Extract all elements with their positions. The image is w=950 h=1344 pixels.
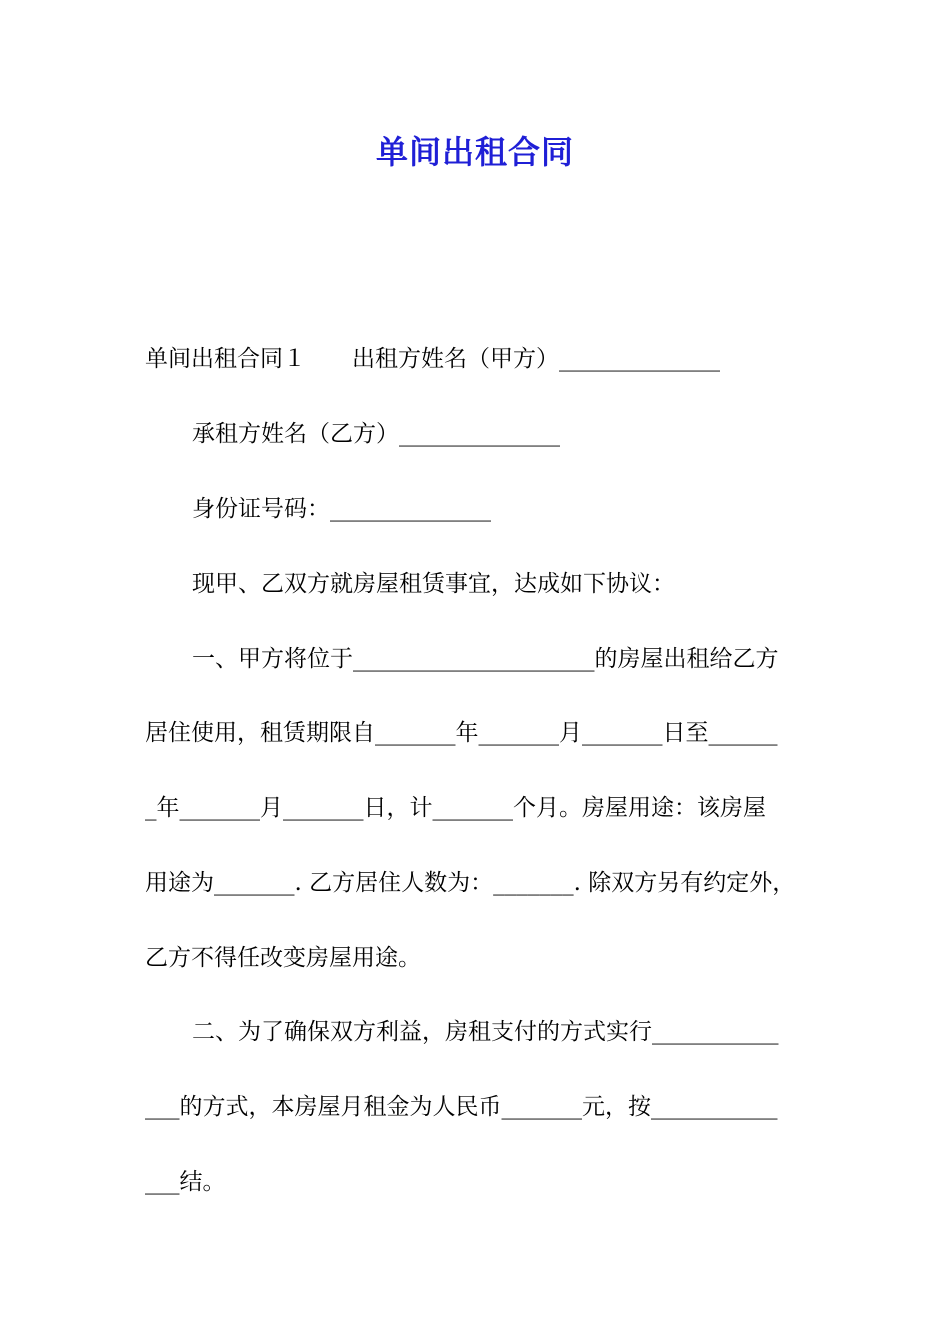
paragraph-line-1: [145, 342, 825, 376]
contract-number: 单间出租合同１: [145, 346, 306, 372]
clause-two-line-2: ___的方式，本房屋月租金为人民币_______元，按___________: [145, 1094, 778, 1120]
clause-one-line-2: 居住使用，租赁期限自_______年_______月_______日至______: [145, 720, 778, 746]
document-title: 单间出租合同: [375, 133, 574, 171]
clause-one-line-4: 用途为_______. 乙方居住人数为：_______. 除双方另有约定外，: [145, 870, 796, 896]
clause-one-line-3: _年_______月_______日，计_______个月。房屋用途：该房屋: [145, 795, 766, 821]
clause-one-line-1: 一、甲方将位于_____________________的房屋出租给乙方: [192, 646, 779, 672]
clause-one-line-5: 乙方不得任改变房屋用途。: [145, 945, 421, 971]
lessee-name-field: 承租方姓名（乙方）______________: [192, 421, 560, 447]
clause-two-line-3: ___结。: [145, 1169, 226, 1195]
agreement-intro: 现甲、乙双方就房屋租赁事宜，达成如下协议：: [192, 571, 675, 597]
clause-two-line-1: 二、为了确保双方利益，房租支付的方式实行___________: [192, 1019, 779, 1045]
lessor-name-field: 出租方姓名（甲方）______________: [352, 346, 720, 372]
id-number-field: 身份证号码：______________: [192, 496, 491, 522]
